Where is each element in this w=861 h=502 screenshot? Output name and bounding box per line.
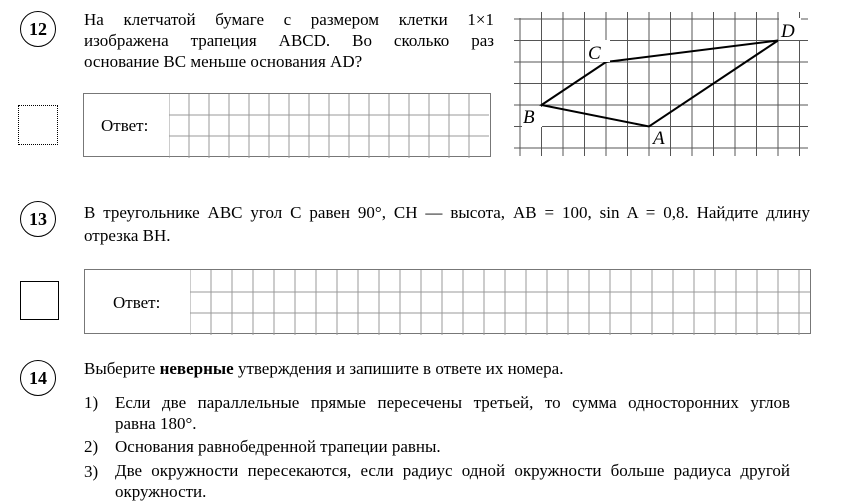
task-13-text bbox=[84, 201, 810, 247]
task-14-intro bbox=[84, 358, 810, 379]
task-14-item-3-line-2: окружности. bbox=[115, 482, 207, 501]
task-12-check-box[interactable] bbox=[18, 105, 58, 145]
task-13-answer-label: Ответ: bbox=[113, 293, 161, 312]
task-14-item-2 bbox=[115, 436, 790, 457]
task-12-line-3: основание BC меньше основания AD? bbox=[84, 52, 363, 71]
task-number-12: 12 bbox=[20, 11, 56, 47]
task-14-item-3-line-1: Две окружности пересекаются, если радиус одной окружности больше радиуса другой bbox=[115, 461, 790, 480]
task-14-item-2-line-1: Основания равнобедренной трапеции равны. bbox=[115, 437, 441, 456]
task-14-intro-pre: Выберите bbox=[84, 359, 160, 378]
task-14-item-1-line-2: равна 180°. bbox=[115, 414, 197, 433]
task-14-intro-post: утверждения и запишите в ответе их номера. bbox=[233, 359, 564, 378]
task-13-answer-cells[interactable] bbox=[190, 270, 810, 335]
task-12-line-1: На клетчатой бумаге с размером клетки 1×1 bbox=[84, 10, 494, 29]
task-13-check-box[interactable] bbox=[20, 281, 59, 320]
task-14-item-3-number: 3) bbox=[84, 462, 99, 481]
task-number-14: 14 bbox=[20, 360, 56, 396]
task-13-line-2: отрезка BH. bbox=[84, 226, 171, 245]
task-13-line-1: В треугольнике ABC угол C равен 90°, CH — высота, AB = 100, sin A = 0,8. Найдите длину bbox=[84, 203, 810, 222]
task-14-item-2-number: 2) bbox=[84, 437, 99, 456]
task-13-answer-box[interactable] bbox=[84, 269, 811, 334]
point-label-a: A bbox=[653, 128, 665, 149]
task-12-line-2: изображена трапеция ABCD. Во сколько раз bbox=[84, 31, 494, 50]
point-label-c: C bbox=[588, 43, 601, 64]
task-14-item-3 bbox=[115, 460, 790, 502]
task-12-answer-box[interactable] bbox=[83, 93, 491, 157]
task-14-intro-bold: неверные bbox=[159, 359, 234, 378]
task-14-item-1-number: 1) bbox=[84, 393, 99, 412]
task-12-answer-label: Ответ: bbox=[101, 116, 149, 135]
trapezoid-figure bbox=[510, 8, 810, 158]
task-14-item-1 bbox=[115, 392, 790, 434]
task-number-13: 13 bbox=[20, 201, 56, 237]
point-label-d: D bbox=[781, 21, 795, 42]
task-12-text bbox=[84, 9, 494, 72]
task-14-item-1-line-1: Если две параллельные прямые пересечены третьей, то сумма односторонних углов bbox=[115, 393, 790, 412]
point-label-b: B bbox=[523, 107, 535, 128]
task-12-answer-cells[interactable] bbox=[169, 94, 489, 158]
